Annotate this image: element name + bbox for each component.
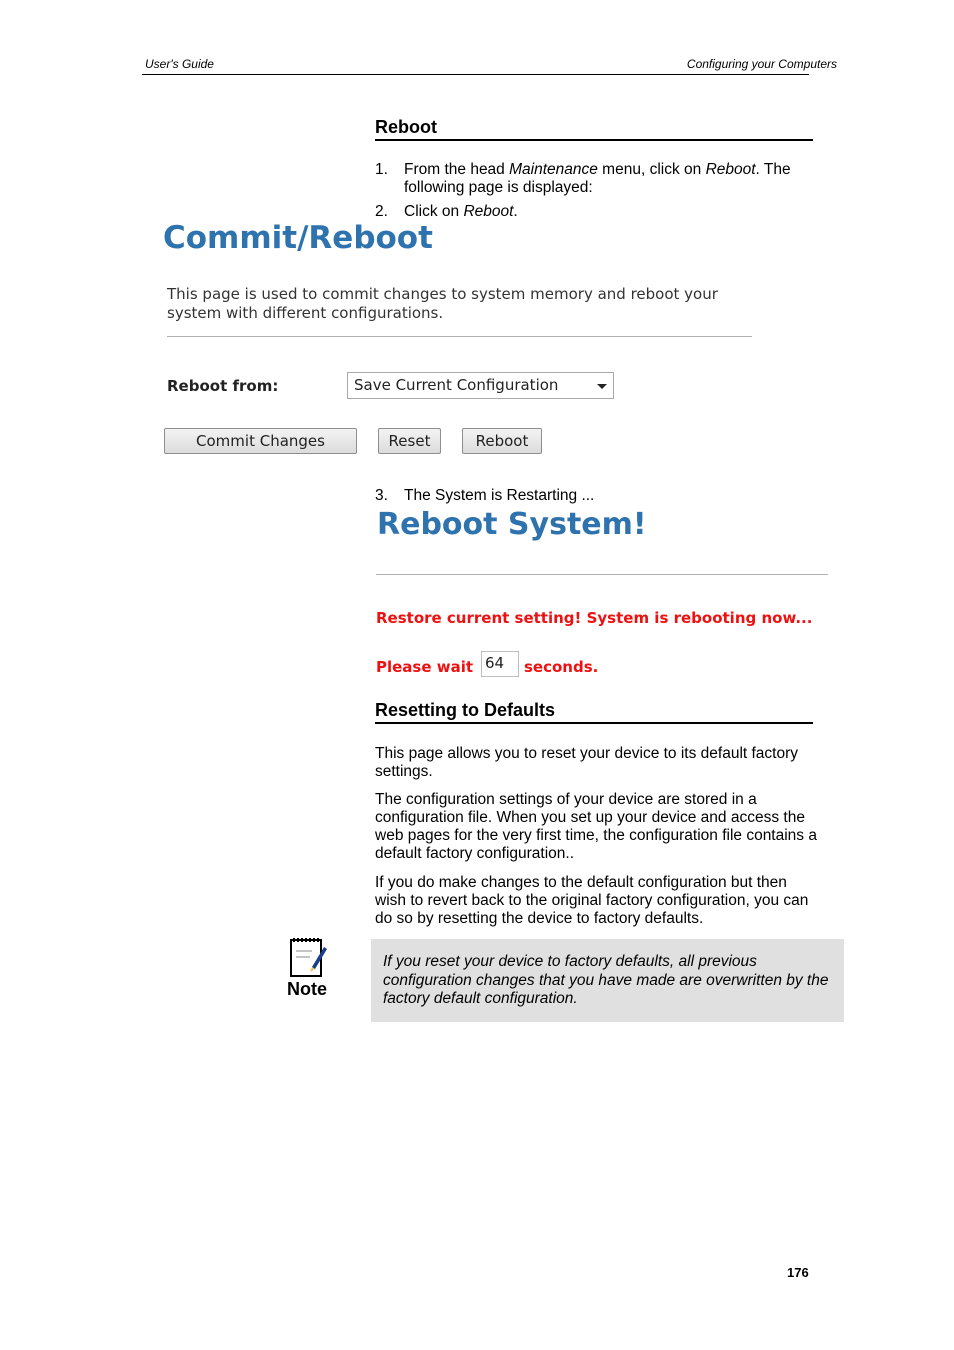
step-number: 1. (375, 161, 388, 178)
step-2 (375, 203, 815, 221)
commit-reboot-title: Commit/Reboot (163, 220, 433, 256)
commit-changes-button[interactable]: Commit Changes (164, 428, 357, 454)
section-title-reboot: Reboot (375, 117, 437, 137)
step-1 (375, 161, 815, 197)
note-text: If you reset your device to factory defaults, all previous configuration changes that you have made are overwritten by the factory default configuration. (383, 953, 829, 1007)
step-text: From the head Maintenance menu, click on Reboot. The following page is displayed: (404, 161, 791, 196)
header-rule (142, 74, 809, 75)
note-label: Note (287, 979, 327, 999)
step-text: Click on Reboot. (404, 203, 518, 220)
commit-reboot-divider (167, 336, 752, 337)
step-number: 2. (375, 203, 388, 220)
defaults-paragraph-1: This page allows you to reset your device to its default factory settings. (375, 745, 799, 780)
defaults-paragraph-2: The configuration settings of your device are stored in a configuration file. When you set up your device and access the web pages for the very first time, the configuration file contains a default factory configuration.. (375, 791, 817, 862)
header-right: Configuring your Computers (686, 57, 837, 71)
commit-reboot-description: This page is used to commit changes to system memory and reboot your system with different configurations. (167, 285, 718, 322)
seconds-label: seconds. (524, 658, 599, 676)
step-3 (375, 487, 815, 505)
section-rule-reboot (375, 139, 813, 141)
header-left: User's Guide (145, 57, 214, 71)
reboot-system-divider (376, 574, 828, 575)
reboot-from-label: Reboot from: (167, 377, 279, 395)
reboot-from-select-value: Save Current Configuration (354, 376, 559, 394)
page-number: 176 (787, 1265, 809, 1280)
reboot-from-select[interactable] (347, 372, 614, 399)
reset-button[interactable]: Reset (378, 428, 441, 454)
reboot-button[interactable]: Reboot (462, 428, 542, 454)
note-pad-icon (288, 937, 328, 979)
step-text: The System is Restarting ... (404, 487, 595, 504)
countdown-field: 64 (481, 651, 519, 677)
section-title-defaults: Resetting to Defaults (375, 700, 556, 720)
step-number: 3. (375, 487, 388, 504)
defaults-paragraph-3: If you do make changes to the default configuration but then wish to revert back to the original factory configuration, you can do so by resetting the device to factory defaults. (375, 874, 809, 927)
rebooting-message: Restore current setting! System is rebooting now... (376, 609, 813, 627)
reboot-system-title: Reboot System! (377, 507, 647, 542)
section-rule-defaults (375, 722, 813, 724)
chevron-down-icon (597, 384, 607, 389)
please-wait-label: Please wait (376, 658, 474, 676)
